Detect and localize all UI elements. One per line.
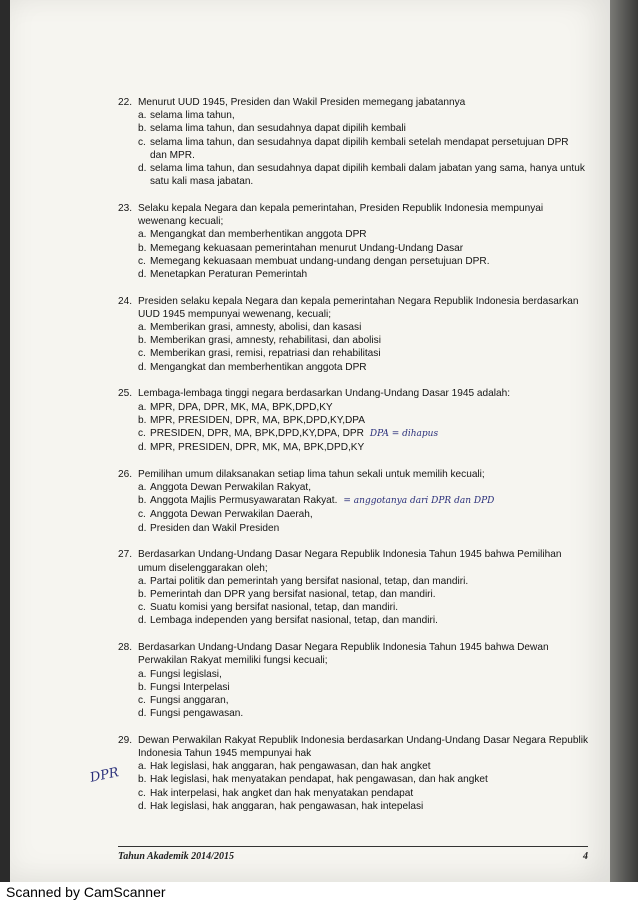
answer-option xyxy=(118,800,588,813)
question-text: Presiden selaku kepala Negara dan kepala pemerintahan Negara Republik Indonesia berdasarkan UUD 1945 mempunyai wewenang, kecuali; xyxy=(138,295,579,320)
option-letter: d. xyxy=(138,800,147,812)
option-text: PRESIDEN, DPR, MA, BPK,DPD,KY,DPA, DPR xyxy=(150,427,364,439)
question-number: 24. xyxy=(118,295,133,307)
question-item xyxy=(118,641,588,720)
answer-option xyxy=(118,228,588,241)
page-footer xyxy=(118,846,588,862)
question-number: 25. xyxy=(118,388,133,400)
question-number: 28. xyxy=(118,642,133,654)
question-number: 29. xyxy=(118,734,133,746)
question-text: Pemilihan umum dilaksanakan setiap lima tahun sekali untuk memilih kecuali; xyxy=(138,468,485,480)
question-number: 26. xyxy=(118,468,133,480)
answer-option xyxy=(118,162,588,188)
answer-option xyxy=(118,427,588,441)
option-letter: b. xyxy=(138,495,147,507)
option-text: selama lima tahun, xyxy=(150,110,235,122)
option-letter: b. xyxy=(138,589,147,600)
option-letter: d. xyxy=(138,708,147,720)
question-number: 22. xyxy=(118,97,133,108)
option-letter: c. xyxy=(138,694,146,706)
answer-option xyxy=(118,255,588,268)
answer-option xyxy=(118,481,588,494)
option-text: Presiden dan Wakil Presiden xyxy=(150,522,280,534)
question-item xyxy=(118,295,588,374)
answer-option xyxy=(118,668,588,681)
option-letter: b. xyxy=(138,123,147,135)
question-stem xyxy=(118,468,588,481)
option-text: Memegang kekuasaan pemerintahan menurut Undang-Undang Dasar xyxy=(150,242,464,254)
question-item xyxy=(118,734,588,813)
option-letter: a. xyxy=(138,322,147,334)
question-item xyxy=(118,548,588,627)
option-letter: c. xyxy=(138,787,146,799)
option-letter: a. xyxy=(138,482,147,494)
option-text: Memberikan grasi, remisi, repatriasi dan rehabilitasi xyxy=(150,348,381,360)
question-text: Berdasarkan Undang-Undang Dasar Negara Republik Indonesia Tahun 1945 bahwa Dewan Perwakilan Rakyat memiliki fungsi kecuali; xyxy=(138,642,549,667)
option-letter: d. xyxy=(138,615,147,627)
question-number: 27. xyxy=(118,549,133,561)
option-text: Hak interpelasi, hak angket dan hak menyatakan pendapat xyxy=(150,787,414,799)
answer-option xyxy=(118,136,588,162)
answer-option xyxy=(118,707,588,720)
answer-option xyxy=(118,414,588,427)
option-text: MPR, PRESIDEN, DPR, MK, MA, BPK,DPD,KY xyxy=(150,442,365,454)
option-letter: b. xyxy=(138,414,147,426)
answer-option xyxy=(118,588,588,601)
option-text: Anggota Dewan Perwakilan Daerah, xyxy=(150,509,313,521)
option-text: selama lima tahun, dan sesudahnya dapat dipilih kembali xyxy=(150,123,406,135)
option-text: Memberikan grasi, amnesty, rehabilitasi, dan abolisi xyxy=(150,335,381,347)
option-letter: c. xyxy=(138,136,146,148)
option-text: Partai politik dan pemerintah yang bersifat nasional, tetap, dan mandiri. xyxy=(150,575,469,587)
answer-option xyxy=(118,334,588,347)
answer-option xyxy=(118,268,588,281)
question-text: Menurut UUD 1945, Presiden dan Wakil Presiden memegang jabatannya xyxy=(138,97,466,108)
question-stem xyxy=(118,96,588,109)
option-text: Memegang kekuasaan membuat undang-undang dengan persetujuan DPR. xyxy=(150,255,490,267)
option-letter: a. xyxy=(138,761,147,773)
option-text: Fungsi anggaran, xyxy=(150,694,229,706)
question-stem xyxy=(118,295,588,321)
option-text: MPR, DPA, DPR, MK, MA, BPK,DPD,KY xyxy=(150,401,333,413)
question-stem xyxy=(118,641,588,667)
option-letter: a. xyxy=(138,668,147,680)
answer-option xyxy=(118,773,588,786)
option-text: selama lima tahun, dan sesudahnya dapat dipilih kembali dalam jabatan yang sama, hanya untuk satu kali masa jabatan. xyxy=(150,163,585,188)
option-letter: c. xyxy=(138,348,146,360)
scan-edge-shadow xyxy=(610,0,638,885)
option-letter: c. xyxy=(138,255,146,267)
question-stem xyxy=(118,734,588,760)
answer-option xyxy=(118,575,588,588)
answer-option xyxy=(118,522,588,535)
document-page xyxy=(10,0,610,885)
question-text: Lembaga-lembaga tinggi negara berdasarkan Undang-Undang Dasar 1945 adalah: xyxy=(138,388,511,400)
option-text: Suatu komisi yang bersifat nasional, tetap, dan mandiri. xyxy=(150,602,398,614)
option-text: Menetapkan Peraturan Pemerintah xyxy=(150,268,308,280)
option-letter: d. xyxy=(138,268,147,280)
question-stem xyxy=(118,548,588,574)
option-text: Pemerintah dan DPR yang bersifat nasional, tetap, dan mandiri. xyxy=(150,589,436,600)
question-stem xyxy=(118,202,588,228)
question-item xyxy=(118,387,588,454)
option-letter: c. xyxy=(138,602,146,614)
option-letter: b. xyxy=(138,681,147,693)
option-letter: c. xyxy=(138,427,146,439)
answer-option xyxy=(118,760,588,773)
question-number: 23. xyxy=(118,202,133,214)
option-letter: a. xyxy=(138,229,147,241)
question-text: Berdasarkan Undang-Undang Dasar Negara Republik Indonesia Tahun 1945 bahwa Pemilihan umum diselenggarakan oleh; xyxy=(138,549,562,574)
option-letter: a. xyxy=(138,401,147,413)
option-letter: c. xyxy=(138,509,146,521)
question-item xyxy=(118,202,588,281)
question-list xyxy=(118,96,588,827)
answer-option xyxy=(118,694,588,707)
answer-option xyxy=(118,787,588,800)
option-letter: d. xyxy=(138,361,147,373)
question-stem xyxy=(118,387,588,400)
option-text: Lembaga independen yang bersifat nasional, tetap, dan mandiri. xyxy=(150,615,438,627)
answer-option xyxy=(118,441,588,454)
option-text: Anggota Dewan Perwakilan Rakyat, xyxy=(150,482,312,494)
option-letter: b. xyxy=(138,774,147,786)
answer-option xyxy=(118,601,588,614)
option-text: Hak legislasi, hak menyatakan pendapat, hak pengawasan, dan hak angket xyxy=(150,774,488,786)
margin-note: DPR xyxy=(88,765,121,786)
question-text: Selaku kepala Negara dan kepala pemerintahan, Presiden Republik Indonesia mempunyai wewenang kecuali; xyxy=(138,202,544,228)
answer-option xyxy=(118,361,588,374)
option-text: Fungsi Interpelasi xyxy=(150,681,230,693)
option-letter: b. xyxy=(138,242,147,254)
answer-option xyxy=(118,109,588,122)
answer-option xyxy=(118,681,588,694)
answer-option xyxy=(118,347,588,360)
scanner-watermark: Scanned by CamScanner xyxy=(0,882,638,903)
option-letter: a. xyxy=(138,110,147,122)
option-letter: d. xyxy=(138,522,147,534)
option-text: Fungsi pengawasan. xyxy=(150,708,244,720)
handwritten-note: = anggotanya dari DPR dan DPD xyxy=(343,496,495,507)
question-item xyxy=(118,96,588,188)
option-text: Hak legislasi, hak anggaran, hak pengawasan, dan hak angket xyxy=(150,761,431,773)
option-letter: b. xyxy=(138,335,147,347)
option-text: Hak legislasi, hak anggaran, hak pengawasan, hak intepelasi xyxy=(150,800,424,812)
option-text: Anggota Majlis Permusyawaratan Rakyat. xyxy=(150,495,338,507)
option-letter: d. xyxy=(138,442,147,454)
question-text: Dewan Perwakilan Rakyat Republik Indonesia berdasarkan Undang-Undang Dasar Negara Republik Indonesia Tahun 1945 mempunyai hak xyxy=(138,734,588,760)
answer-option xyxy=(118,494,588,508)
answer-option xyxy=(118,122,588,135)
answer-option xyxy=(118,321,588,334)
option-letter: d. xyxy=(138,163,147,175)
answer-option xyxy=(118,614,588,627)
answer-option xyxy=(118,242,588,255)
answer-option xyxy=(118,508,588,521)
option-text: Memberikan grasi, amnesty, abolisi, dan kasasi xyxy=(150,322,362,334)
option-text: Mengangkat dan memberhentikan anggota DPR xyxy=(150,229,367,241)
footer-academic-year: Tahun Akademik 2014/2015 xyxy=(118,851,234,862)
page-number: 4 xyxy=(583,851,588,862)
option-text: Mengangkat dan memberhentikan anggota DPR xyxy=(150,361,367,373)
option-letter: a. xyxy=(138,575,147,587)
option-text: Fungsi legislasi, xyxy=(150,668,222,680)
handwritten-note: DPA = dihapus xyxy=(369,428,439,439)
option-text: selama lima tahun, dan sesudahnya dapat dipilih kembali setelah mendapat persetujuan DPR dan MPR. xyxy=(150,136,569,161)
question-item xyxy=(118,468,588,535)
answer-option xyxy=(118,401,588,414)
option-text: MPR, PRESIDEN, DPR, MA, BPK,DPD,KY,DPA xyxy=(150,414,366,426)
